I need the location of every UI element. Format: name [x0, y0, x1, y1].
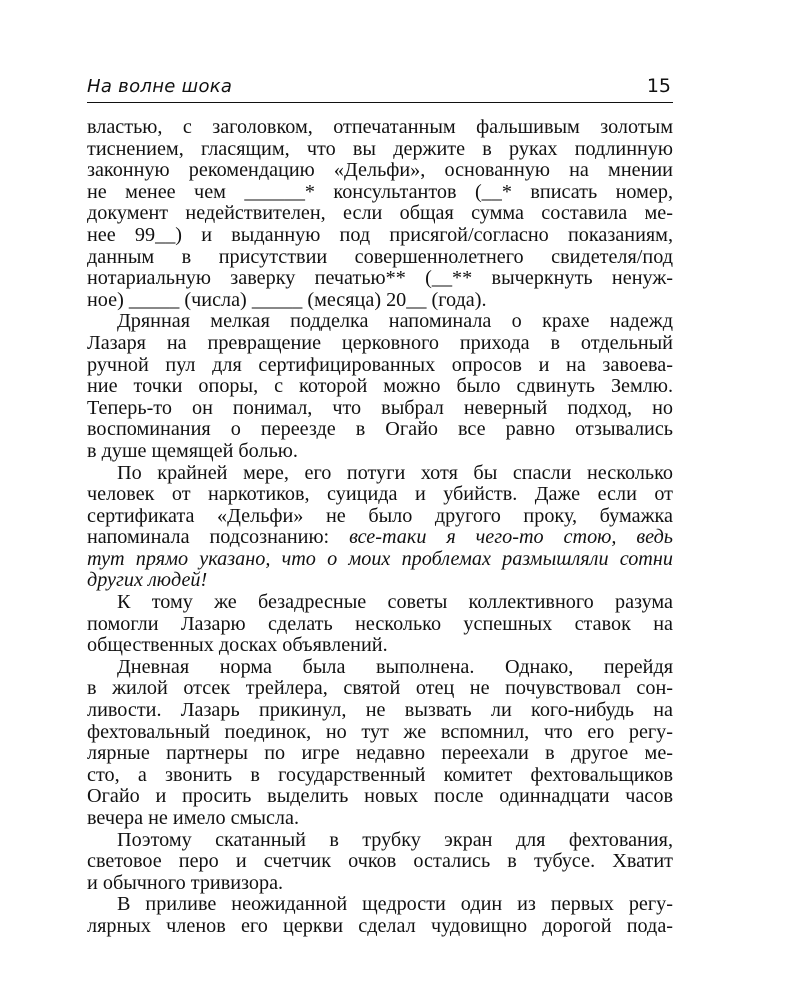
text-line: К тому же безадресные советы коллективного разума [117, 591, 673, 614]
text-line: в жилой отсек трейлера, святой отец не почувствовал сон- [87, 677, 673, 700]
text-line: сто, а звонить в государственный комитет фехтовальщиков [87, 763, 673, 786]
running-title: На волне шока [87, 76, 233, 97]
italic-segment: тут прямо указано, что о моих проблемах размышляли сотни [87, 547, 673, 570]
text-line [87, 527, 673, 549]
italic-segment: других людей! [87, 569, 208, 592]
text-line: Огайо и просить выделить новых после одиннадцати часов [87, 785, 673, 808]
text-line: сертификата «Дельфи» не было другого проку, бумажка [87, 504, 673, 527]
text-line: лярных членов его церкви сделал чудовищно дорогой пода- [87, 914, 673, 937]
page-number: 15 [646, 75, 671, 97]
text-line: вечера не имело смысла. [87, 807, 299, 829]
text-line: ное) _____ (числа) _____ (месяца) 20__ (года). [87, 288, 487, 311]
running-header [87, 70, 673, 103]
text-line: нотариальную заверку печатью** (__** вычеркнуть ненуж- [87, 267, 673, 290]
text-line: Дрянная мелкая подделка напоминала о крахе надежд [117, 310, 673, 333]
text-line: В приливе неожиданной щедрости один из первых регу- [117, 893, 673, 916]
text-line: тиснением, гласящим, что вы держите в руках подлинную [87, 137, 673, 160]
text-line: По крайней мере, его потуги хотя бы спасли несколько [117, 461, 673, 484]
text-line: фехтовальный поединок, но тут же вспомнил, что его регу- [87, 720, 673, 743]
text-line: данным в присутствии совершеннолетнего свидетеля/под [87, 245, 673, 268]
text-line: ние точки опоры, с которой можно было сдвинуть Землю. [87, 375, 673, 398]
text-line: помогли Лазарю сделать несколько успешных ставок на [87, 612, 673, 635]
text-line: световое перо и счетчик очков остались в тубусе. Хватит [87, 850, 673, 873]
text-line: и обычного тривизора. [87, 871, 284, 894]
text-line: ручной пул для сертифицированных опросов и на завоева- [87, 353, 673, 376]
text-line: Дневная норма была выполнена. Однако, перейдя [117, 655, 673, 678]
text-line: не менее чем ______* консультантов (__* вписать номер, [87, 180, 673, 203]
text-line: человек от наркотиков, суицида и убийств. Даже если от [87, 483, 673, 506]
text-line: властью, с заголовком, отпечатанным фальшивым золотым [87, 116, 673, 138]
text-line: нее 99__) и выданную под присягой/согласно показаниям, [87, 223, 673, 246]
italic-segment: все-таки я чего-то стою, ведь [349, 526, 673, 549]
text-line [87, 549, 673, 571]
text-line: документ недействителен, если общая сумма составила ме- [87, 202, 673, 225]
text-line: в душе щемящей болью. [87, 439, 298, 462]
text-line: Теперь-то он понимал, что выбрал неверный подход, но [87, 396, 673, 419]
text-line: общественных досках объявлений. [87, 634, 388, 657]
text-line: воспоминания о переезде в Огайо все равно отзывались [87, 418, 673, 441]
text-line: законную рекомендацию «Дельфи», основанную на мнении [87, 159, 673, 182]
text-line: Лазаря на превращение церковного прихода в отдельный [87, 331, 673, 354]
text-line [87, 570, 673, 592]
text-line: лярные партнеры по игре недавно переехали в другое ме- [87, 742, 673, 765]
text-line: ливости. Лазарь прикинул, не вызвать ли кого-нибудь на [87, 699, 673, 722]
body-text [87, 117, 673, 938]
text-segment: напоминала подсознанию: [87, 526, 350, 549]
text-line: Поэтому скатанный в трубку экран для фехтования, [117, 828, 673, 851]
